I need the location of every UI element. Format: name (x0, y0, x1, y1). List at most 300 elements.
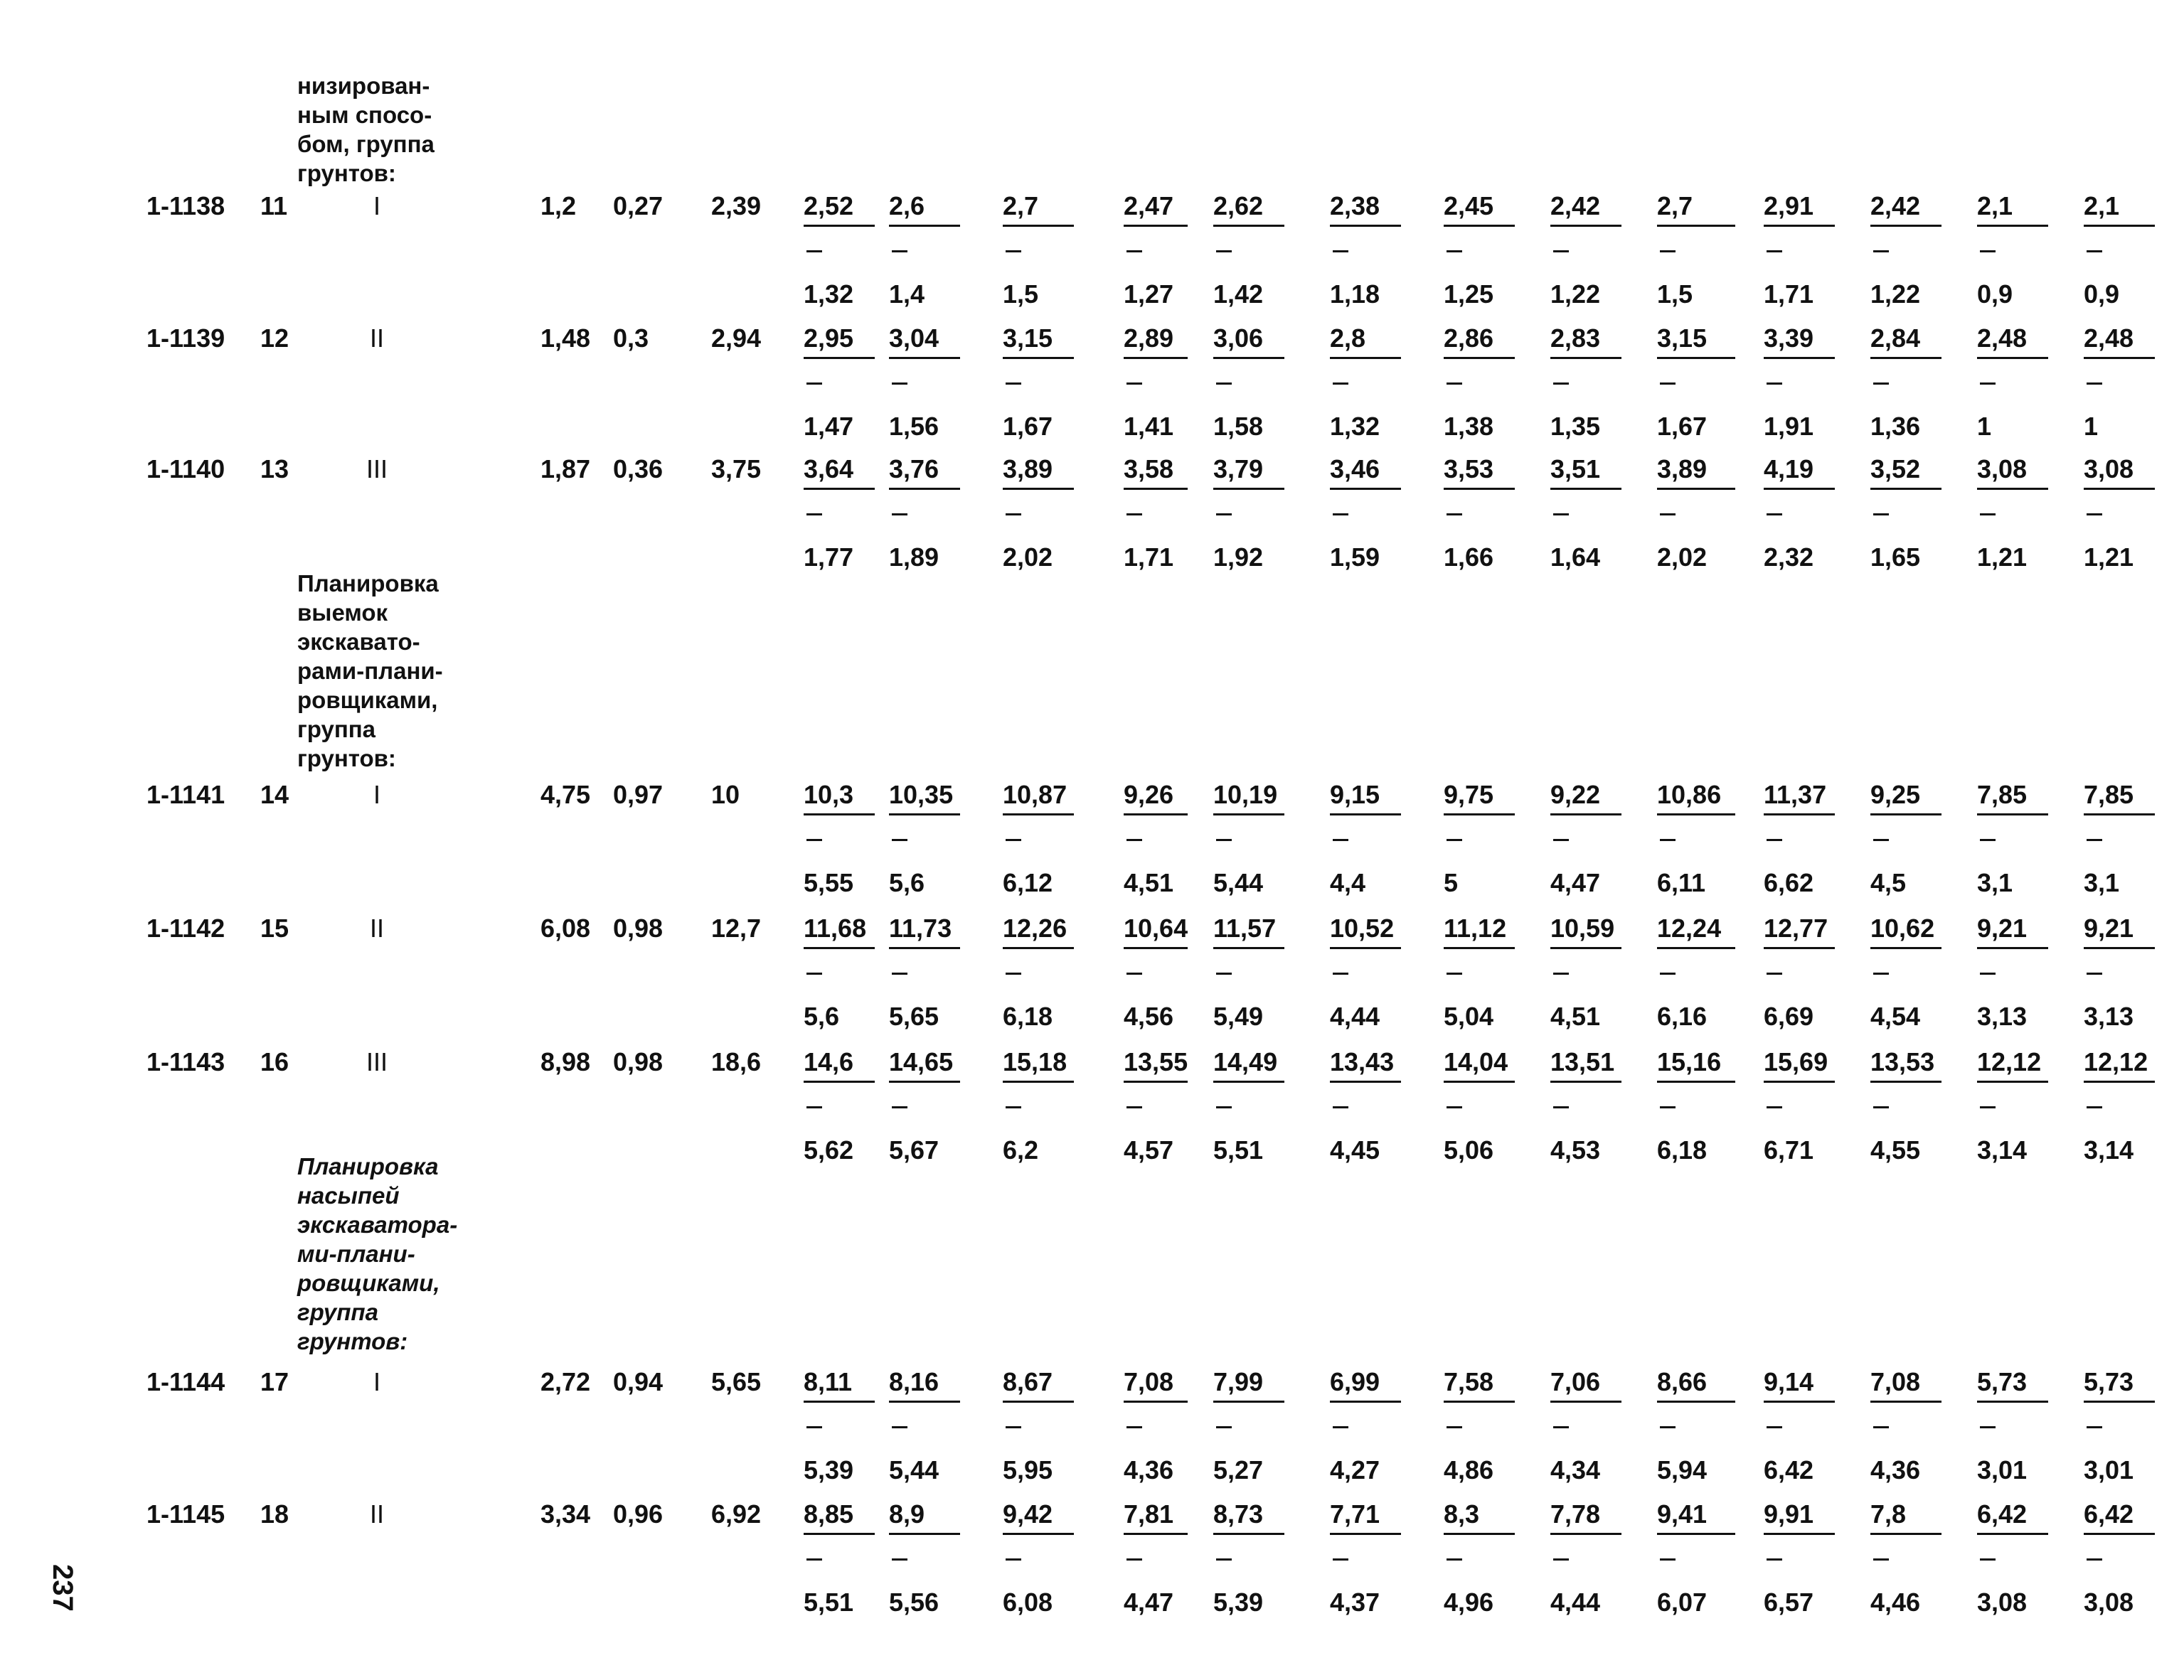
norm-code: 1-1144 (147, 1367, 225, 1396)
fraction-bar (1124, 1081, 1188, 1083)
fraction-numerator: 13,43 (1330, 1047, 1395, 1076)
param-value: 10 (711, 780, 740, 809)
fraction-dash (1216, 839, 1232, 841)
fraction-bar (1764, 357, 1835, 359)
param-value: 0,27 (613, 191, 664, 220)
fraction-denominator: 4,36 (1870, 1455, 1921, 1484)
param-value: 3,34 (540, 1499, 591, 1529)
fraction-bar (2084, 1081, 2155, 1083)
fraction-denominator: 5,6 (889, 868, 925, 897)
fraction-denominator: 5,49 (1213, 1002, 1264, 1031)
param-value: 6,92 (711, 1499, 762, 1529)
fraction-denominator: 5,67 (889, 1135, 939, 1165)
fraction-numerator: 2,1 (2084, 191, 2120, 220)
fraction-denominator: 3,08 (1977, 1588, 2028, 1617)
fraction-numerator: 3,39 (1764, 323, 1814, 353)
fraction-bar (1213, 813, 1284, 815)
fraction-bar (1657, 947, 1735, 949)
fraction-bar (1003, 947, 1074, 949)
fraction-dash (1006, 250, 1021, 252)
fraction-bar (804, 357, 875, 359)
fraction-denominator: 1,56 (889, 412, 939, 441)
fraction-bar (804, 947, 875, 949)
fraction-denominator: 1,41 (1124, 412, 1174, 441)
fraction-dash (892, 382, 907, 385)
fraction-denominator: 5,62 (804, 1135, 854, 1165)
fraction-numerator: 2,48 (2084, 323, 2134, 353)
fraction-numerator: 10,3 (804, 780, 854, 809)
fraction-bar (1213, 1533, 1284, 1535)
fraction-dash (2087, 1558, 2102, 1561)
soil-group: I (373, 191, 380, 220)
fraction-numerator: 9,21 (2084, 914, 2134, 943)
fraction-numerator: 10,52 (1330, 914, 1395, 943)
soil-group: II (369, 323, 384, 353)
fraction-dash (1333, 513, 1348, 515)
fraction-denominator: 1,92 (1213, 542, 1264, 572)
fraction-numerator: 8,9 (889, 1499, 925, 1529)
fraction-bar (1550, 1533, 1621, 1535)
fraction-bar (1550, 488, 1621, 490)
fraction-numerator: 7,99 (1213, 1367, 1264, 1396)
fraction-bar (1977, 225, 2048, 227)
fraction-denominator: 6,62 (1764, 868, 1814, 897)
fraction-numerator: 10,35 (889, 780, 954, 809)
param-value: 18,6 (711, 1047, 762, 1076)
fraction-bar (1977, 357, 2048, 359)
fraction-numerator: 6,42 (2084, 1499, 2134, 1529)
fraction-dash (1873, 1426, 1889, 1428)
fraction-denominator: 5,06 (1444, 1135, 1494, 1165)
fraction-denominator: 5,51 (804, 1588, 854, 1617)
fraction-numerator: 2,52 (804, 191, 854, 220)
fraction-dash (1767, 839, 1782, 841)
fraction-bar (1124, 1533, 1188, 1535)
fraction-dash (1447, 513, 1462, 515)
fraction-numerator: 10,59 (1550, 914, 1615, 943)
fraction-dash (1447, 1106, 1462, 1108)
fraction-dash (1873, 839, 1889, 841)
fraction-dash (1333, 1106, 1348, 1108)
fraction-dash (1447, 250, 1462, 252)
fraction-denominator: 1,67 (1657, 412, 1708, 441)
fraction-bar (2084, 488, 2155, 490)
row-number: 14 (260, 780, 289, 809)
fraction-bar (1213, 947, 1284, 949)
fraction-bar (1870, 225, 1941, 227)
fraction-denominator: 1,32 (1330, 412, 1380, 441)
fraction-dash (2087, 973, 2102, 975)
fraction-bar (1870, 1401, 1941, 1403)
fraction-bar (1330, 947, 1401, 949)
fraction-denominator: 1,22 (1870, 279, 1921, 309)
fraction-dash (1980, 1426, 1996, 1428)
fraction-denominator: 1,42 (1213, 279, 1264, 309)
fraction-dash (1447, 973, 1462, 975)
fraction-dash (1767, 382, 1782, 385)
fraction-dash (1980, 839, 1996, 841)
fraction-dash (892, 250, 907, 252)
row-number: 13 (260, 454, 289, 483)
fraction-bar (889, 357, 960, 359)
fraction-bar (1657, 1401, 1735, 1403)
fraction-denominator: 1,67 (1003, 412, 1053, 441)
fraction-bar (1870, 1081, 1941, 1083)
fraction-dash (806, 973, 822, 975)
fraction-denominator: 1,71 (1764, 279, 1814, 309)
fraction-numerator: 8,73 (1213, 1499, 1264, 1529)
fraction-numerator: 4,19 (1764, 454, 1814, 483)
fraction-dash (1333, 382, 1348, 385)
fraction-numerator: 2,7 (1003, 191, 1039, 220)
fraction-numerator: 5,73 (2084, 1367, 2134, 1396)
fraction-numerator: 14,6 (804, 1047, 854, 1076)
fraction-dash (1216, 382, 1232, 385)
fraction-dash (1447, 1558, 1462, 1561)
fraction-bar (2084, 225, 2155, 227)
param-value: 0,98 (613, 914, 664, 943)
fraction-dash (1447, 839, 1462, 841)
fraction-bar (1444, 813, 1515, 815)
row-number: 11 (260, 191, 288, 220)
fraction-bar (1764, 1533, 1835, 1535)
fraction-numerator: 14,04 (1444, 1047, 1508, 1076)
param-value: 8,98 (540, 1047, 591, 1076)
param-value: 0,98 (613, 1047, 664, 1076)
fraction-denominator: 0,9 (2084, 279, 2120, 309)
fraction-numerator: 9,14 (1764, 1367, 1814, 1396)
fraction-numerator: 9,25 (1870, 780, 1921, 809)
fraction-numerator: 14,65 (889, 1047, 954, 1076)
fraction-numerator: 2,48 (1977, 323, 2028, 353)
fraction-denominator: 3,1 (2084, 868, 2120, 897)
fraction-numerator: 10,86 (1657, 780, 1722, 809)
fraction-numerator: 3,79 (1213, 454, 1264, 483)
row-number: 15 (260, 914, 289, 943)
fraction-dash (1660, 839, 1676, 841)
fraction-numerator: 15,16 (1657, 1047, 1722, 1076)
fraction-dash (1126, 1106, 1142, 1108)
fraction-dash (1006, 839, 1021, 841)
fraction-denominator: 4,4 (1330, 868, 1366, 897)
fraction-denominator: 5,39 (1213, 1588, 1264, 1617)
fraction-denominator: 1,27 (1124, 279, 1174, 309)
fraction-dash (2087, 1426, 2102, 1428)
fraction-bar (1977, 488, 2048, 490)
fraction-numerator: 9,75 (1444, 780, 1494, 809)
fraction-denominator: 1,91 (1764, 412, 1814, 441)
fraction-numerator: 3,08 (1977, 454, 2028, 483)
param-value: 2,39 (711, 191, 762, 220)
fraction-bar (1444, 1401, 1515, 1403)
soil-group: I (373, 780, 380, 809)
fraction-bar (1213, 225, 1284, 227)
fraction-denominator: 4,53 (1550, 1135, 1601, 1165)
fraction-numerator: 7,08 (1870, 1367, 1921, 1396)
fraction-dash (1873, 513, 1889, 515)
fraction-denominator: 4,51 (1550, 1002, 1601, 1031)
fraction-denominator: 3,13 (1977, 1002, 2028, 1031)
fraction-bar (1550, 357, 1621, 359)
fraction-numerator: 13,53 (1870, 1047, 1935, 1076)
fraction-dash (1216, 513, 1232, 515)
fraction-dash (1333, 250, 1348, 252)
fraction-numerator: 12,12 (2084, 1047, 2148, 1076)
fraction-denominator: 3,14 (2084, 1135, 2134, 1165)
fraction-bar (1213, 1081, 1284, 1083)
fraction-bar (1003, 1401, 1074, 1403)
fraction-dash (806, 1558, 822, 1561)
param-value: 5,65 (711, 1367, 762, 1396)
fraction-denominator: 4,44 (1550, 1588, 1601, 1617)
fraction-numerator: 8,85 (804, 1499, 854, 1529)
fraction-denominator: 2,02 (1003, 542, 1053, 572)
fraction-denominator: 5,44 (889, 1455, 939, 1484)
fraction-bar (1764, 813, 1835, 815)
fraction-dash (806, 382, 822, 385)
fraction-denominator: 6,69 (1764, 1002, 1814, 1031)
fraction-dash (1660, 382, 1676, 385)
fraction-dash (1873, 1106, 1889, 1108)
param-value: 4,75 (540, 780, 591, 809)
fraction-denominator: 5,55 (804, 868, 854, 897)
fraction-denominator: 1,18 (1330, 279, 1380, 309)
fraction-dash (892, 973, 907, 975)
fraction-bar (1124, 225, 1188, 227)
fraction-dash (806, 1426, 822, 1428)
fraction-dash (806, 839, 822, 841)
fraction-dash (1660, 250, 1676, 252)
fraction-denominator: 1,47 (804, 412, 854, 441)
fraction-denominator: 5,6 (804, 1002, 840, 1031)
fraction-denominator: 1,71 (1124, 542, 1174, 572)
fraction-numerator: 10,62 (1870, 914, 1935, 943)
fraction-denominator: 1,22 (1550, 279, 1601, 309)
param-value: 2,94 (711, 323, 762, 353)
fraction-numerator: 9,21 (1977, 914, 2028, 943)
norm-code: 1-1145 (147, 1499, 225, 1529)
fraction-numerator: 8,67 (1003, 1367, 1053, 1396)
fraction-dash (1006, 382, 1021, 385)
fraction-dash (1216, 1106, 1232, 1108)
fraction-bar (1977, 1081, 2048, 1083)
fraction-bar (1003, 488, 1074, 490)
fraction-dash (892, 1426, 907, 1428)
fraction-numerator: 2,83 (1550, 323, 1601, 353)
fraction-denominator: 4,37 (1330, 1588, 1380, 1617)
fraction-denominator: 5,39 (804, 1455, 854, 1484)
fraction-bar (889, 947, 960, 949)
fraction-dash (1447, 1426, 1462, 1428)
param-value: 3,75 (711, 454, 762, 483)
fraction-bar (1550, 813, 1621, 815)
fraction-dash (1216, 973, 1232, 975)
fraction-numerator: 5,73 (1977, 1367, 2028, 1396)
soil-group: II (369, 914, 384, 943)
fraction-bar (1550, 1081, 1621, 1083)
fraction-bar (2084, 357, 2155, 359)
fraction-denominator: 4,57 (1124, 1135, 1174, 1165)
fraction-dash (1447, 382, 1462, 385)
fraction-bar (1977, 947, 2048, 949)
fraction-bar (1444, 357, 1515, 359)
fraction-denominator: 4,5 (1870, 868, 1907, 897)
fraction-denominator: 4,55 (1870, 1135, 1921, 1165)
fraction-dash (1767, 1426, 1782, 1428)
fraction-dash (1006, 1106, 1021, 1108)
fraction-dash (1126, 839, 1142, 841)
fraction-dash (1333, 839, 1348, 841)
fraction-numerator: 8,3 (1444, 1499, 1480, 1529)
fraction-denominator: 6,08 (1003, 1588, 1053, 1617)
fraction-numerator: 2,62 (1213, 191, 1264, 220)
param-value: 6,08 (540, 914, 591, 943)
fraction-numerator: 3,52 (1870, 454, 1921, 483)
fraction-dash (1216, 250, 1232, 252)
fraction-bar (2084, 813, 2155, 815)
fraction-dash (1767, 1106, 1782, 1108)
fraction-denominator: 3,13 (2084, 1002, 2134, 1031)
fraction-numerator: 3,58 (1124, 454, 1174, 483)
fraction-numerator: 13,51 (1550, 1047, 1615, 1076)
fraction-dash (1980, 250, 1996, 252)
fraction-dash (1553, 250, 1569, 252)
fraction-denominator: 6,71 (1764, 1135, 1814, 1165)
fraction-denominator: 0,9 (1977, 279, 2013, 309)
fraction-denominator: 1 (2084, 412, 2099, 441)
fraction-dash (1980, 1106, 1996, 1108)
fraction-bar (889, 225, 960, 227)
fraction-dash (2087, 250, 2102, 252)
fraction-denominator: 3,14 (1977, 1135, 2028, 1165)
fraction-bar (1444, 1533, 1515, 1535)
fraction-denominator: 1,38 (1444, 412, 1494, 441)
fraction-denominator: 2,32 (1764, 542, 1814, 572)
fraction-denominator: 1,5 (1003, 279, 1039, 309)
fraction-bar (1550, 947, 1621, 949)
fraction-denominator: 4,45 (1330, 1135, 1380, 1165)
fraction-dash (892, 513, 907, 515)
fraction-denominator: 5,56 (889, 1588, 939, 1617)
fraction-denominator: 1,21 (2084, 542, 2134, 572)
row-number: 12 (260, 323, 289, 353)
fraction-dash (1767, 973, 1782, 975)
fraction-dash (1980, 973, 1996, 975)
fraction-numerator: 2,7 (1657, 191, 1693, 220)
fraction-bar (1764, 1401, 1835, 1403)
fraction-bar (1550, 225, 1621, 227)
fraction-denominator: 6,18 (1003, 1002, 1053, 1031)
fraction-numerator: 15,18 (1003, 1047, 1067, 1076)
param-value: 2,72 (540, 1367, 591, 1396)
fraction-numerator: 7,06 (1550, 1367, 1601, 1396)
fraction-bar (1213, 357, 1284, 359)
fraction-numerator: 2,45 (1444, 191, 1494, 220)
fraction-denominator: 1,35 (1550, 412, 1601, 441)
section-heading: Планировка насыпей экскаватора- ми-плани- ровщиками, группа грунтов: (297, 1153, 458, 1354)
fraction-dash (2087, 839, 2102, 841)
fraction-bar (1003, 1533, 1074, 1535)
fraction-denominator: 5,95 (1003, 1455, 1053, 1484)
fraction-bar (1124, 813, 1188, 815)
fraction-numerator: 2,84 (1870, 323, 1921, 353)
fraction-denominator: 5,51 (1213, 1135, 1264, 1165)
fraction-bar (889, 1401, 960, 1403)
fraction-denominator: 1,36 (1870, 412, 1921, 441)
param-value: 0,36 (613, 454, 664, 483)
fraction-denominator: 1,58 (1213, 412, 1264, 441)
fraction-bar (1764, 947, 1835, 949)
fraction-denominator: 1,5 (1657, 279, 1693, 309)
fraction-numerator: 9,42 (1003, 1499, 1053, 1529)
fraction-dash (1126, 973, 1142, 975)
fraction-dash (1333, 1426, 1348, 1428)
fraction-dash (1333, 973, 1348, 975)
fraction-bar (1124, 488, 1188, 490)
fraction-denominator: 5,04 (1444, 1002, 1494, 1031)
fraction-bar (2084, 947, 2155, 949)
row-number: 17 (260, 1367, 289, 1396)
fraction-denominator: 4,86 (1444, 1455, 1494, 1484)
fraction-bar (1444, 947, 1515, 949)
fraction-numerator: 7,71 (1330, 1499, 1380, 1529)
fraction-bar (1444, 488, 1515, 490)
fraction-numerator: 8,16 (889, 1367, 939, 1396)
fraction-numerator: 6,99 (1330, 1367, 1380, 1396)
fraction-numerator: 11,73 (889, 914, 952, 943)
fraction-denominator: 3,08 (2084, 1588, 2134, 1617)
fraction-bar (1330, 357, 1401, 359)
fraction-dash (1126, 382, 1142, 385)
fraction-numerator: 7,58 (1444, 1367, 1494, 1396)
fraction-dash (2087, 1106, 2102, 1108)
fraction-denominator: 5,44 (1213, 868, 1264, 897)
fraction-numerator: 12,26 (1003, 914, 1067, 943)
fraction-denominator: 1,59 (1330, 542, 1380, 572)
fraction-denominator: 4,51 (1124, 868, 1174, 897)
fraction-bar (889, 1533, 960, 1535)
fraction-bar (1764, 1081, 1835, 1083)
fraction-bar (1330, 225, 1401, 227)
fraction-dash (892, 1558, 907, 1561)
fraction-bar (1657, 1533, 1735, 1535)
fraction-denominator: 3,1 (1977, 868, 2013, 897)
fraction-bar (804, 488, 875, 490)
fraction-numerator: 3,51 (1550, 454, 1601, 483)
fraction-numerator: 3,15 (1657, 323, 1708, 353)
fraction-denominator: 1,21 (1977, 542, 2028, 572)
fraction-denominator: 6,42 (1764, 1455, 1814, 1484)
fraction-bar (804, 1533, 875, 1535)
fraction-bar (1657, 813, 1735, 815)
fraction-denominator: 6,18 (1657, 1135, 1708, 1165)
fraction-numerator: 15,69 (1764, 1047, 1828, 1076)
fraction-bar (1657, 488, 1735, 490)
row-number: 18 (260, 1499, 289, 1529)
fraction-bar (889, 813, 960, 815)
fraction-dash (2087, 513, 2102, 515)
fraction-numerator: 2,91 (1764, 191, 1814, 220)
fraction-bar (804, 813, 875, 815)
fraction-bar (1003, 1081, 1074, 1083)
norm-code: 1-1141 (147, 780, 225, 809)
fraction-dash (1006, 513, 1021, 515)
fraction-bar (1870, 488, 1941, 490)
fraction-bar (1764, 488, 1835, 490)
fraction-denominator: 4,36 (1124, 1455, 1174, 1484)
fraction-numerator: 14,49 (1213, 1047, 1278, 1076)
fraction-dash (1553, 1106, 1569, 1108)
